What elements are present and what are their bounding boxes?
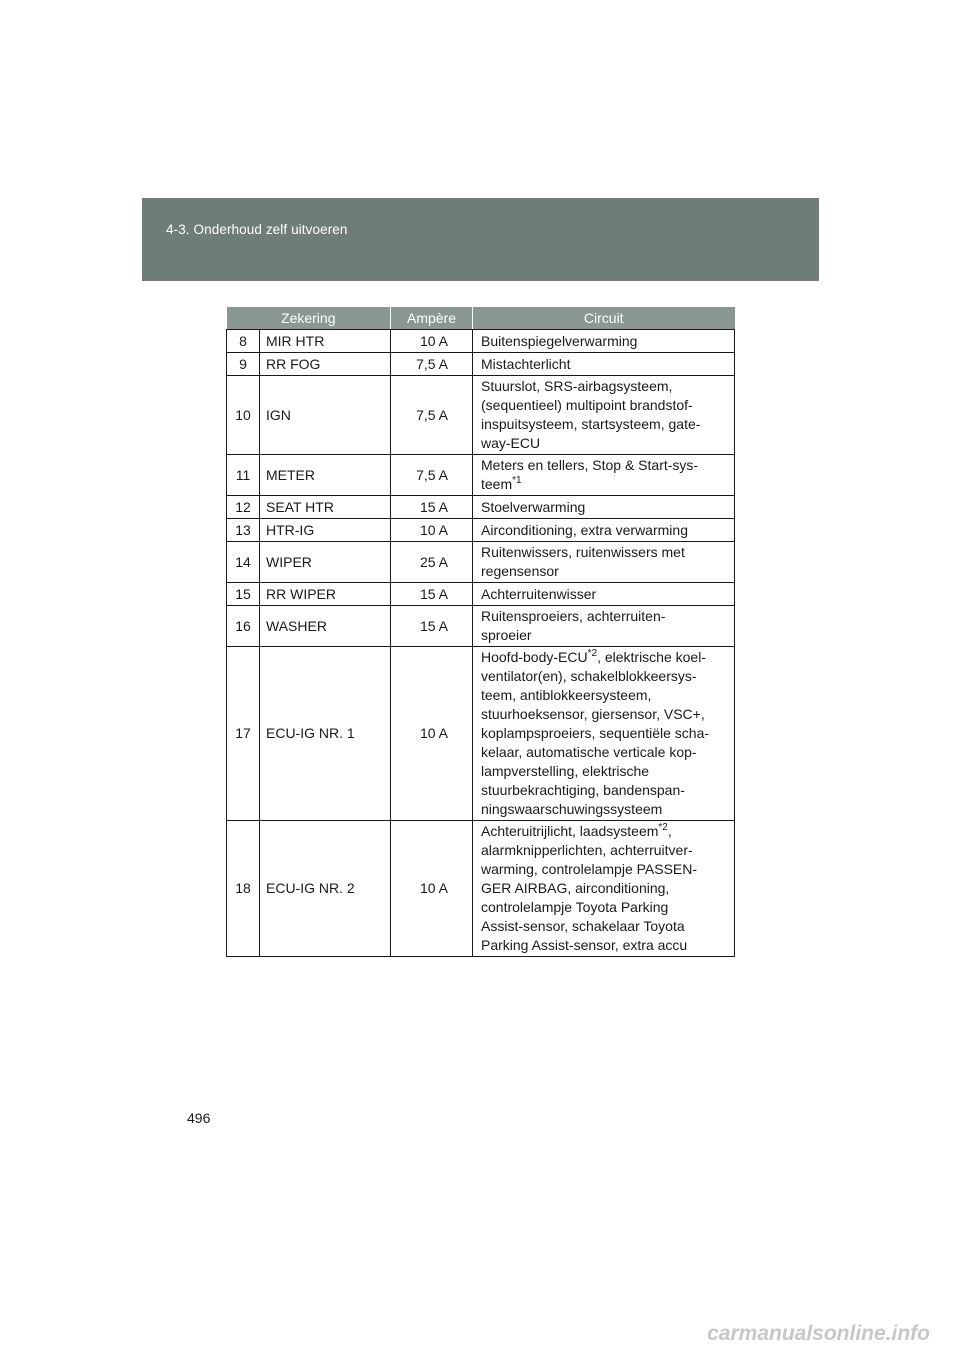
header-zekering: Zekering — [227, 307, 391, 330]
fuse-name: WIPER — [260, 542, 391, 583]
fuse-number: 16 — [227, 606, 260, 647]
table-row — [227, 353, 735, 376]
fuse-ampere: 15 A — [391, 583, 473, 606]
header-ampere: Ampère — [391, 307, 473, 330]
fuse-circuit: Ruitensproeiers, achterruiten- sproeier — [473, 606, 735, 647]
footnote-marker: *2 — [587, 648, 598, 659]
fuse-name: ECU-IG NR. 1 — [260, 647, 391, 821]
table-row — [227, 542, 735, 583]
fuse-circuit: Airconditioning, extra verwarming — [473, 519, 735, 542]
fuse-number: 10 — [227, 376, 260, 455]
section-header-band — [142, 198, 819, 281]
fuse-number: 17 — [227, 647, 260, 821]
fuse-ampere: 10 A — [391, 330, 473, 353]
fuse-ampere: 10 A — [391, 647, 473, 821]
table-row — [227, 455, 735, 496]
fuse-ampere: 25 A — [391, 542, 473, 583]
fuse-table — [226, 307, 735, 957]
table-row — [227, 583, 735, 606]
fuse-name: METER — [260, 455, 391, 496]
fuse-ampere: 10 A — [391, 519, 473, 542]
fuse-ampere: 15 A — [391, 606, 473, 647]
watermark: carmanualsonline.info — [707, 1322, 930, 1345]
fuse-ampere: 10 A — [391, 821, 473, 957]
fuse-ampere: 7,5 A — [391, 376, 473, 455]
table-row — [227, 821, 735, 957]
fuse-number: 14 — [227, 542, 260, 583]
fuse-circuit: Stoelverwarming — [473, 496, 735, 519]
table-row — [227, 519, 735, 542]
fuse-name: RR WIPER — [260, 583, 391, 606]
fuse-circuit: Meters en tellers, Stop & Start-sys- teem$^{*1}$ — [473, 455, 735, 496]
footnote-marker: *1 — [512, 475, 522, 486]
fuse-ampere: 15 A — [391, 496, 473, 519]
footnote-marker: *2 — [658, 822, 668, 833]
fuse-name: ECU-IG NR. 2 — [260, 821, 391, 957]
table-row — [227, 647, 735, 821]
fuse-circuit: Hoofd-body-ECU$^{*2}$, elektrische koel- ventilator(en), schakelblokkeersys- teem, antiblokkeersysteem, stuurhoeksensor, giersensor, VSC+, koplampsproeiers, sequentiële scha- kelaar, automatische verticale kop- lampverstelling, elektrische stuurbekrachtiging, bandenspan- ningswaarschuwingssysteem — [473, 647, 735, 821]
fuse-number: 9 — [227, 353, 260, 376]
fuse-name: SEAT HTR — [260, 496, 391, 519]
fuse-circuit: Stuurslot, SRS-airbagsysteem, (sequentieel) multipoint brandstof- inspuitsysteem, startsysteem, gate- way-ECU — [473, 376, 735, 455]
fuse-circuit: Achterruitenwisser — [473, 583, 735, 606]
fuse-circuit: Achteruitrijlicht, laadsysteem$^{*2}$, alarmknipperlichten, achterruitver- warming, controlelampje PASSEN- GER AIRBAG, airconditioning, controlelampje Toyota Parking Assist-sensor, schakelaar Toyota Parking Assist-sensor, extra accu — [473, 821, 735, 957]
fuse-number: 15 — [227, 583, 260, 606]
fuse-number: 12 — [227, 496, 260, 519]
fuse-name: IGN — [260, 376, 391, 455]
page-number: 496 — [187, 1110, 211, 1126]
fuse-circuit: Mistachterlicht — [473, 353, 735, 376]
fuse-number: 11 — [227, 455, 260, 496]
section-title: 4-3. Onderhoud zelf uitvoeren — [166, 222, 348, 237]
fuse-number: 8 — [227, 330, 260, 353]
fuse-ampere: 7,5 A — [391, 455, 473, 496]
fuse-name: HTR-IG — [260, 519, 391, 542]
fuse-circuit: Ruitenwissers, ruitenwissers met regensensor — [473, 542, 735, 583]
header-circuit: Circuit — [473, 307, 735, 330]
fuse-number: 18 — [227, 821, 260, 957]
fuse-ampere: 7,5 A — [391, 353, 473, 376]
fuse-name: RR FOG — [260, 353, 391, 376]
table-header-row — [227, 307, 735, 330]
fuse-circuit: Buitenspiegelverwarming — [473, 330, 735, 353]
table-row — [227, 606, 735, 647]
table-row — [227, 376, 735, 455]
table-row — [227, 496, 735, 519]
fuse-name: MIR HTR — [260, 330, 391, 353]
fuse-number: 13 — [227, 519, 260, 542]
fuse-name: WASHER — [260, 606, 391, 647]
table-row — [227, 330, 735, 353]
